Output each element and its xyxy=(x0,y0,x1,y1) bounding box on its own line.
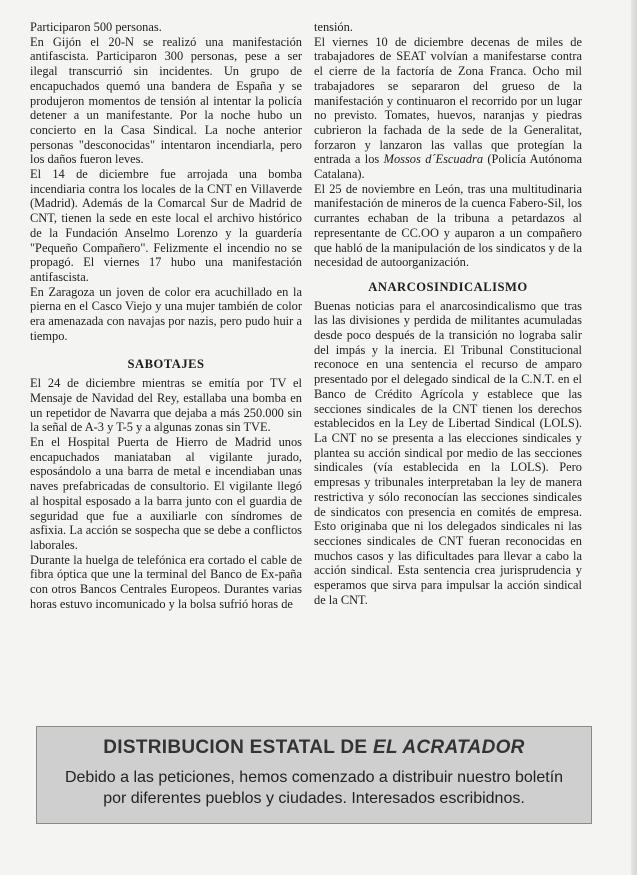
notice-title-plain: DISTRIBUCION ESTATAL DE xyxy=(103,737,373,758)
paragraph-navarra: El 24 de diciembre mientras se emitía por TV el Mensaje de Navidad del Rey, estallaba una bomba en un repetidor de Navarra que dejaba a más 250.000 sin la señal de A-3 y T-5 y a algunas zonas sin TVE. xyxy=(30,376,302,435)
paragraph-tension: tensión. xyxy=(314,20,353,34)
heading-anarcosindicalismo: ANARCOSINDICALISMO xyxy=(368,279,528,294)
page-edge-shadow xyxy=(631,0,637,875)
distribution-notice-box xyxy=(36,726,592,824)
paragraph-hospital: En el Hospital Puerta de Hierro de Madrid unos encapuchados maniataban al vigilante jurado, esposándolo a una barra de metal e incendiaban unas naves prefabricadas de consultorio. El vigilante llegó al hospital esposado a la barra junto con el guardia de seguridad que fue a auxiliarle con síndromes de asfixia. La acción se sospecha que se debe a conflictos laborales. xyxy=(30,434,302,552)
paragraph-zaragoza: En Zaragoza un joven de color era acuchillado en la pierna en el Casco Viejo y una mujer también de color era amenazada con navajas por nazis, pero pudo huir a tiempo. xyxy=(30,284,302,343)
left-column xyxy=(30,20,302,611)
heading-sabotajes: SABOTAJES xyxy=(127,357,205,372)
notice-title xyxy=(37,737,591,759)
paragraph-leon: El 25 de noviembre en León, tras una multitudinaria manifestación de mineros de la cuenca Fabero-Sil, los currantes echaban de la tribuna a petardazos al representante de CC.OO y auparon a un compañero que habló de la manipulación de los sindicatos y de la necesidad de autoorganización. xyxy=(314,181,582,270)
mossos-after: (Policía Autónoma Catalana). xyxy=(314,152,582,182)
paragraph-villaverde: El 14 de diciembre fue arrojada una bomba incendiaria contra los locales de la CNT en Villaverde (Madrid). Además de la Comarcal Sur de Madrid de CNT, tienen la sede en este local el archivo histórico de la Fundación Anselmo Lorenzo y la guardería "Pequeño Compañero". Felizmente el incendio no se propagó. El viernes 17 hubo una manifestación antifascista. xyxy=(30,167,302,284)
seat-text: El viernes 10 de diciembre decenas de miles de trabajadores de SEAT volvían a manifestarse contra el cierre de la factoría de Zona Franca. Ocho mil trabajadores se separaron del grueso de la manifestación y continuaron el recorrido por un lugar no previsto. Tomates, huevos, naranjas y piedras cubrieron la fachada de la sede de la Generalitat, forzaron y lanzaron las vallas que protegían la entrada a los xyxy=(314,34,582,167)
paragraph-participation: Participaron 500 personas. xyxy=(30,20,162,34)
paragraph-gijon: En Gijón el 20-N se realizó una manifestación antifascista. Participaron 300 personas, pese a ser ilegal transcurrió sin incidentes. Un grupo de encapuchados quemó una bandera de España y se produjeron momentos de tensión al intentar la policía detener a un manifestante. Por la noche hubo un concierto en la Casa Sindical. La noche anterior personas "desconocidas" intentaron incendiarla, pero los daños fueron leves. xyxy=(30,34,302,167)
right-column xyxy=(314,20,582,607)
mossos-italic: Mossos d´Escuadra xyxy=(383,152,484,167)
notice-body: Debido a las peticiones, hemos comenzado a distribuir nuestro boletín por diferentes pueblos y ciudades. Interesados escribidnos. xyxy=(64,769,564,807)
notice-title-italic: EL ACRATADOR xyxy=(372,737,525,758)
paragraph-seat xyxy=(314,35,582,182)
paragraph-telefonica: Durante la huelga de telefónica era cortado el cable de fibra óptica que une la terminal del Banco de Ex-paña con otros Bancos Centrales Europeos. Durantes varias horas estuvo incomunicado y la bolsa sufrió horas de xyxy=(30,552,302,611)
paragraph-anarcosindicalismo: Buenas noticias para el anarcosindicalismo que tras las las divisiones y perdida de militantes acumuladas desde poco después de la transición no lograba salir del impás y la inercia. El Tribunal Constitucional reconoce en una sentencia el recurso de amparo presentado por el delegado sindical de la C.N.T. en el Banco de Crédito Agrícola y establece que las secciones sindicales de la CNT tienen los derechos establecidos en la Ley de Libertad Sindical (LOLS). La CNT no se presenta a las elecciones sindicales y plantea su acción sindical por medio de las secciones sindicales (vía establecida en la LOLS). Pero empresas y tribunales interpretaban la ley de manera restrictiva y sólo reconocían las secciones sindicales de sindicatos con presencia en comités de empresa. Esto originaba que ni los delegados sindicales ni las secciones sindicales de CNT fueran reconocidas en muchos casos y las dificultades para llevar a cabo la acción sindical. Esta sentencia crea jurisprudencia y esperamos que sirva para impulsar la acción sindical de la CNT. xyxy=(314,298,582,607)
